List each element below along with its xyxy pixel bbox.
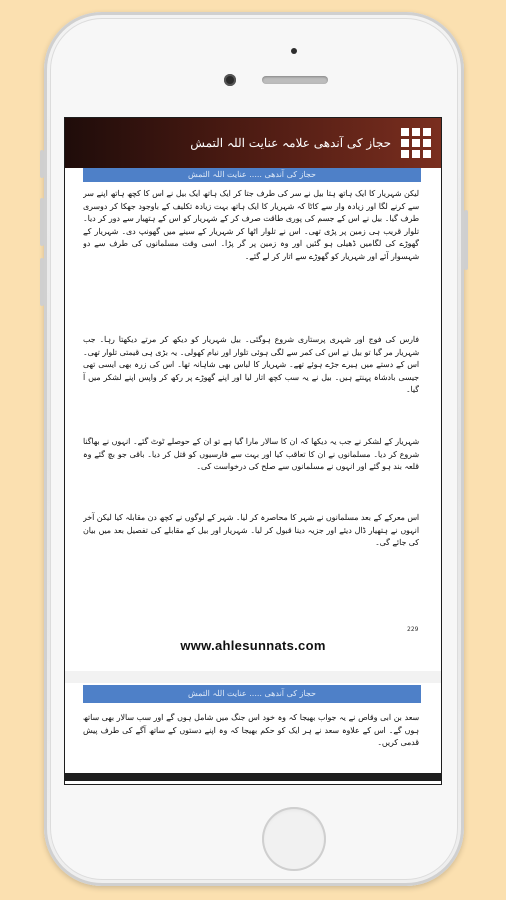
page-header-strip: حجاز کی آندھی ..... عنایت اللہ التمش [83, 168, 421, 182]
power-button[interactable] [464, 210, 468, 270]
screen-bottom-edge [65, 773, 441, 781]
earpiece-speaker [262, 76, 328, 84]
front-camera [224, 74, 236, 86]
page-header-strip-2: حجاز کی آندھی ..... عنایت اللہ التمش [83, 685, 421, 703]
app-title: حجاز کی آندھی علامہ عنایت اللہ التمش [190, 136, 391, 150]
text-paragraph-1: لیکن شہریار کا ایک ہاتھ ہتا بیل نے سر کی طرف جتا کر ایک ہاتھ ایک بیل نے اس کا کچھ ہاتھ اپنے سر سے کرنے لگا اور زیادہ وار سے کاٹا کہ شہریار کا ایک ہاتھ بہت زیادہ تکلیف کے باوجود جھکا کر دوسری طرف گیا۔ بیل نے اس کے جسم کی پوری طاقت صرف کر کے شہریار کو اس کے ہتھیار سے دور کر دیا۔ تلوار قریب ہی زمین پر پڑی تھی۔ اس نے تلوار اٹھا کر شہریار کے سینے میں گھونپ دی۔ شہریار کے گھوڑے کی لگامیں ڈھیلی ہو گئیں اور وہ زمین پر گر پڑا۔ اسی وقت مسلمانوں کی طرف سے دو شہسوار آئے اور شہریار کو گھوڑے سے اتار کر لے گئے۔ [83, 189, 419, 261]
grid-menu-icon[interactable] [399, 126, 433, 160]
home-button[interactable] [262, 807, 326, 871]
volume-up-button[interactable] [40, 198, 44, 246]
text-paragraph-5: سعد بن ابی وقاص نے یہ جواب بھیجا کہ وہ خود اس جنگ میں شامل ہوں گے اور سب سالار بھی ساتھ ہوں گے۔ اس کے علاوہ سعد نے ہر ایک کو حکم بھیجا کہ وہ اپنے دستوں کے ساتھ آگے کی طرف پیش قدمی کریں۔ [83, 713, 419, 748]
text-paragraph-3: شہریار کے لشکر نے جب یہ دیکھا کہ ان کا سالار مارا گیا ہے تو ان کے حوصلے ٹوٹ گئے۔ انہوں نے بھاگنا شروع کر دیا۔ مسلمانوں نے ان کا تعاقب کیا اور بہت سے فارسیوں کو قتل کر دیا۔ باقی جو بچ گئے وہ قلعہ بند ہو گئے اور انہوں نے مسلمانوں سے صلح کی درخواست کی۔ [83, 437, 419, 472]
proximity-sensor [291, 48, 297, 54]
volume-down-button[interactable] [40, 258, 44, 306]
app-bar [65, 118, 441, 168]
website-link[interactable]: www.ahlesunnats.com [180, 638, 326, 653]
page-number: 229 [407, 626, 419, 633]
mute-switch[interactable] [40, 150, 44, 178]
page-separator [65, 671, 441, 683]
text-paragraph-4: اس معرکے کے بعد مسلمانوں نے شہر کا محاصرہ کر لیا۔ شہر کے لوگوں نے کچھ دن مقابلہ کیا لیکن آخر انہوں نے ہتھیار ڈال دیئے اور جزیہ دینا قبول کر لیا۔ شہریار اور بیل کے مقابلے کی تفصیل بعد میں بیان کی جائے گی۔ [83, 513, 419, 548]
app-screen [64, 117, 442, 785]
text-paragraph-2: فارس کی فوج اور شہری پرستاری شروع ہوگئی۔ بیل شہریار کو دیکھ کر مرتے دیکھتا رہا۔ جب شہریار مر گیا تو بیل نے اس کی کمر سے لگی ہوئی تلوار اور نیام کھولی۔ یہ بڑی ہی قیمتی تلوار تھی۔ اس کے دستے میں ہیرے جڑے ہوئے تھے۔ شہریار کا لباس بھی شاہانہ تھا۔ اس کی زرہ بھی ایسی تھی جیسی بادشاہ پہنتے ہیں۔ بیل نے یہ سب کچھ اتار لیا اور اپنے گھوڑے پر رکھ کر واپس اپنے لشکر میں آ گیا۔ [83, 335, 419, 395]
